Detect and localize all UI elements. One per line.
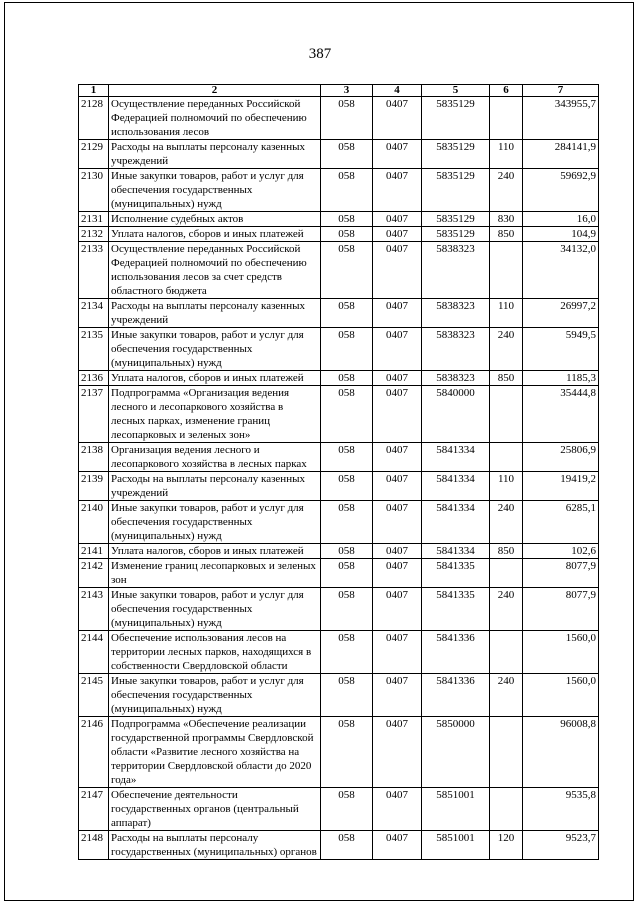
row-code-6: 110 — [490, 140, 523, 169]
row-description: Обеспечение использования лесов на территории лесных парков, находящихся в собственности Свердловской области — [109, 631, 321, 674]
row-code-4: 0407 — [373, 328, 422, 371]
row-code-3: 058 — [321, 588, 373, 631]
row-description: Уплата налогов, сборов и иных платежей — [109, 544, 321, 559]
row-code-5: 5841334 — [422, 472, 490, 501]
table-body — [79, 97, 599, 860]
column-header: 4 — [373, 85, 422, 97]
row-code-4: 0407 — [373, 788, 422, 831]
row-code-6 — [490, 242, 523, 299]
row-code-5: 5841335 — [422, 588, 490, 631]
row-description: Иные закупки товаров, работ и услуг для обеспечения государственных (муниципальных) нужд — [109, 501, 321, 544]
row-sum: 9535,8 — [523, 788, 599, 831]
column-header: 7 — [523, 85, 599, 97]
row-code-6: 850 — [490, 544, 523, 559]
row-code-4: 0407 — [373, 472, 422, 501]
row-description: Иные закупки товаров, работ и услуг для обеспечения государственных (муниципальных) нужд — [109, 169, 321, 212]
row-code-6: 240 — [490, 674, 523, 717]
row-code-3: 058 — [321, 674, 373, 717]
row-sum: 8077,9 — [523, 559, 599, 588]
row-code-4: 0407 — [373, 831, 422, 860]
row-code-5: 5841334 — [422, 544, 490, 559]
table-row — [79, 212, 599, 227]
row-code-3: 058 — [321, 831, 373, 860]
row-code-5: 5851001 — [422, 788, 490, 831]
page-number: 387 — [308, 46, 332, 62]
row-description: Подпрограмма «Обеспечение реализации государственной программы Свердловской области «Развитие лесного хозяйства на территории Свердловской области до 2020 года» — [109, 717, 321, 788]
row-number: 2147 — [79, 788, 109, 831]
row-code-4: 0407 — [373, 140, 422, 169]
row-code-5: 5851001 — [422, 831, 490, 860]
row-code-4: 0407 — [373, 588, 422, 631]
row-code-6 — [490, 97, 523, 140]
row-code-6: 240 — [490, 328, 523, 371]
row-description: Расходы на выплаты персоналу государственных (муниципальных) органов — [109, 831, 321, 860]
row-code-6: 120 — [490, 831, 523, 860]
row-code-6: 850 — [490, 371, 523, 386]
row-code-5: 5835129 — [422, 227, 490, 242]
table-row — [79, 227, 599, 242]
row-code-5: 5835129 — [422, 140, 490, 169]
row-code-3: 058 — [321, 443, 373, 472]
row-code-3: 058 — [321, 212, 373, 227]
table-row — [79, 386, 599, 443]
row-code-4: 0407 — [373, 242, 422, 299]
row-code-3: 058 — [321, 559, 373, 588]
row-description: Изменение границ лесопарковых и зеленых зон — [109, 559, 321, 588]
row-number: 2135 — [79, 328, 109, 371]
row-code-3: 058 — [321, 169, 373, 212]
row-sum: 1560,0 — [523, 674, 599, 717]
row-number: 2134 — [79, 299, 109, 328]
budget-table — [78, 84, 599, 860]
table-row — [79, 544, 599, 559]
row-number: 2128 — [79, 97, 109, 140]
column-header: 1 — [79, 85, 109, 97]
row-code-4: 0407 — [373, 169, 422, 212]
row-code-5: 5835129 — [422, 169, 490, 212]
row-sum: 34132,0 — [523, 242, 599, 299]
row-description: Осуществление переданных Российской Федерацией полномочий по обеспечению использования лесов — [109, 97, 321, 140]
row-sum: 6285,1 — [523, 501, 599, 544]
row-sum: 19419,2 — [523, 472, 599, 501]
row-description: Подпрограмма «Организация ведения лесного и лесопаркового хозяйства в лесных парках, изменение границ лесопарковых и зеленых зон» — [109, 386, 321, 443]
row-code-6 — [490, 717, 523, 788]
column-header: 2 — [109, 85, 321, 97]
row-sum: 102,6 — [523, 544, 599, 559]
table-row — [79, 97, 599, 140]
row-code-5: 5835129 — [422, 212, 490, 227]
row-code-4: 0407 — [373, 544, 422, 559]
row-code-5: 5841335 — [422, 559, 490, 588]
row-code-5: 5838323 — [422, 328, 490, 371]
row-code-4: 0407 — [373, 212, 422, 227]
row-number: 2132 — [79, 227, 109, 242]
row-code-3: 058 — [321, 97, 373, 140]
row-code-5: 5838323 — [422, 371, 490, 386]
row-code-4: 0407 — [373, 227, 422, 242]
table-row — [79, 169, 599, 212]
row-code-3: 058 — [321, 386, 373, 443]
row-description: Исполнение судебных актов — [109, 212, 321, 227]
row-sum: 26997,2 — [523, 299, 599, 328]
row-number: 2148 — [79, 831, 109, 860]
row-code-4: 0407 — [373, 386, 422, 443]
header-row — [79, 85, 599, 97]
column-header: 3 — [321, 85, 373, 97]
row-code-6 — [490, 631, 523, 674]
row-sum: 104,9 — [523, 227, 599, 242]
row-code-4: 0407 — [373, 631, 422, 674]
column-header: 6 — [490, 85, 523, 97]
table-row — [79, 717, 599, 788]
table-row — [79, 631, 599, 674]
row-number: 2144 — [79, 631, 109, 674]
row-code-3: 058 — [321, 299, 373, 328]
table-row — [79, 588, 599, 631]
row-description: Уплата налогов, сборов и иных платежей — [109, 371, 321, 386]
row-code-6 — [490, 559, 523, 588]
table-row — [79, 674, 599, 717]
row-code-3: 058 — [321, 328, 373, 371]
row-description: Расходы на выплаты персоналу казенных учреждений — [109, 472, 321, 501]
row-sum: 284141,9 — [523, 140, 599, 169]
row-code-5: 5835129 — [422, 97, 490, 140]
row-code-6 — [490, 788, 523, 831]
table-row — [79, 443, 599, 472]
row-code-6: 240 — [490, 501, 523, 544]
row-description: Обеспечение деятельности государственных органов (центральный аппарат) — [109, 788, 321, 831]
row-code-5: 5841334 — [422, 501, 490, 544]
row-sum: 96008,8 — [523, 717, 599, 788]
row-code-6: 110 — [490, 472, 523, 501]
row-sum: 16,0 — [523, 212, 599, 227]
row-description: Расходы на выплаты персоналу казенных учреждений — [109, 140, 321, 169]
row-code-3: 058 — [321, 371, 373, 386]
row-description: Иные закупки товаров, работ и услуг для обеспечения государственных (муниципальных) нужд — [109, 588, 321, 631]
row-sum: 343955,7 — [523, 97, 599, 140]
row-code-4: 0407 — [373, 97, 422, 140]
row-description: Осуществление переданных Российской Федерацией полномочий по обеспечению использования лесов за счет средств областного бюджета — [109, 242, 321, 299]
row-code-4: 0407 — [373, 299, 422, 328]
row-sum: 1560,0 — [523, 631, 599, 674]
table-row — [79, 472, 599, 501]
row-number: 2142 — [79, 559, 109, 588]
row-code-5: 5840000 — [422, 386, 490, 443]
row-description: Иные закупки товаров, работ и услуг для обеспечения государственных (муниципальных) нужд — [109, 328, 321, 371]
table-row — [79, 140, 599, 169]
row-code-3: 058 — [321, 140, 373, 169]
table-row — [79, 501, 599, 544]
table-row — [79, 242, 599, 299]
row-description: Иные закупки товаров, работ и услуг для обеспечения государственных (муниципальных) нужд — [109, 674, 321, 717]
row-number: 2137 — [79, 386, 109, 443]
row-number: 2130 — [79, 169, 109, 212]
row-code-3: 058 — [321, 788, 373, 831]
row-number: 2141 — [79, 544, 109, 559]
row-code-4: 0407 — [373, 717, 422, 788]
row-code-5: 5841336 — [422, 631, 490, 674]
row-sum: 8077,9 — [523, 588, 599, 631]
row-number: 2146 — [79, 717, 109, 788]
row-code-4: 0407 — [373, 501, 422, 544]
row-code-4: 0407 — [373, 443, 422, 472]
row-code-5: 5841336 — [422, 674, 490, 717]
row-sum: 5949,5 — [523, 328, 599, 371]
row-code-3: 058 — [321, 631, 373, 674]
row-description: Расходы на выплаты персоналу казенных учреждений — [109, 299, 321, 328]
row-description: Уплата налогов, сборов и иных платежей — [109, 227, 321, 242]
row-code-6: 830 — [490, 212, 523, 227]
row-sum: 59692,9 — [523, 169, 599, 212]
row-sum: 25806,9 — [523, 443, 599, 472]
row-sum: 1185,3 — [523, 371, 599, 386]
table-row — [79, 788, 599, 831]
row-number: 2138 — [79, 443, 109, 472]
table-row — [79, 831, 599, 860]
row-code-3: 058 — [321, 242, 373, 299]
row-number: 2145 — [79, 674, 109, 717]
row-code-4: 0407 — [373, 371, 422, 386]
row-code-3: 058 — [321, 227, 373, 242]
column-header: 5 — [422, 85, 490, 97]
table-row — [79, 371, 599, 386]
table-row — [79, 328, 599, 371]
row-code-5: 5841334 — [422, 443, 490, 472]
row-code-4: 0407 — [373, 559, 422, 588]
row-code-3: 058 — [321, 717, 373, 788]
row-code-3: 058 — [321, 472, 373, 501]
row-number: 2136 — [79, 371, 109, 386]
row-number: 2133 — [79, 242, 109, 299]
row-sum: 9523,7 — [523, 831, 599, 860]
row-number: 2131 — [79, 212, 109, 227]
row-code-5: 5838323 — [422, 299, 490, 328]
row-code-5: 5850000 — [422, 717, 490, 788]
row-number: 2140 — [79, 501, 109, 544]
row-number: 2129 — [79, 140, 109, 169]
row-code-6: 850 — [490, 227, 523, 242]
row-number: 2139 — [79, 472, 109, 501]
row-code-6 — [490, 443, 523, 472]
row-code-6: 240 — [490, 588, 523, 631]
row-description: Организация ведения лесного и лесопаркового хозяйства в лесных парках — [109, 443, 321, 472]
row-code-3: 058 — [321, 501, 373, 544]
table-row — [79, 559, 599, 588]
row-code-3: 058 — [321, 544, 373, 559]
row-sum: 35444,8 — [523, 386, 599, 443]
table-row — [79, 299, 599, 328]
row-code-6: 110 — [490, 299, 523, 328]
row-code-5: 5838323 — [422, 242, 490, 299]
row-code-6: 240 — [490, 169, 523, 212]
row-code-6 — [490, 386, 523, 443]
row-code-4: 0407 — [373, 674, 422, 717]
row-number: 2143 — [79, 588, 109, 631]
